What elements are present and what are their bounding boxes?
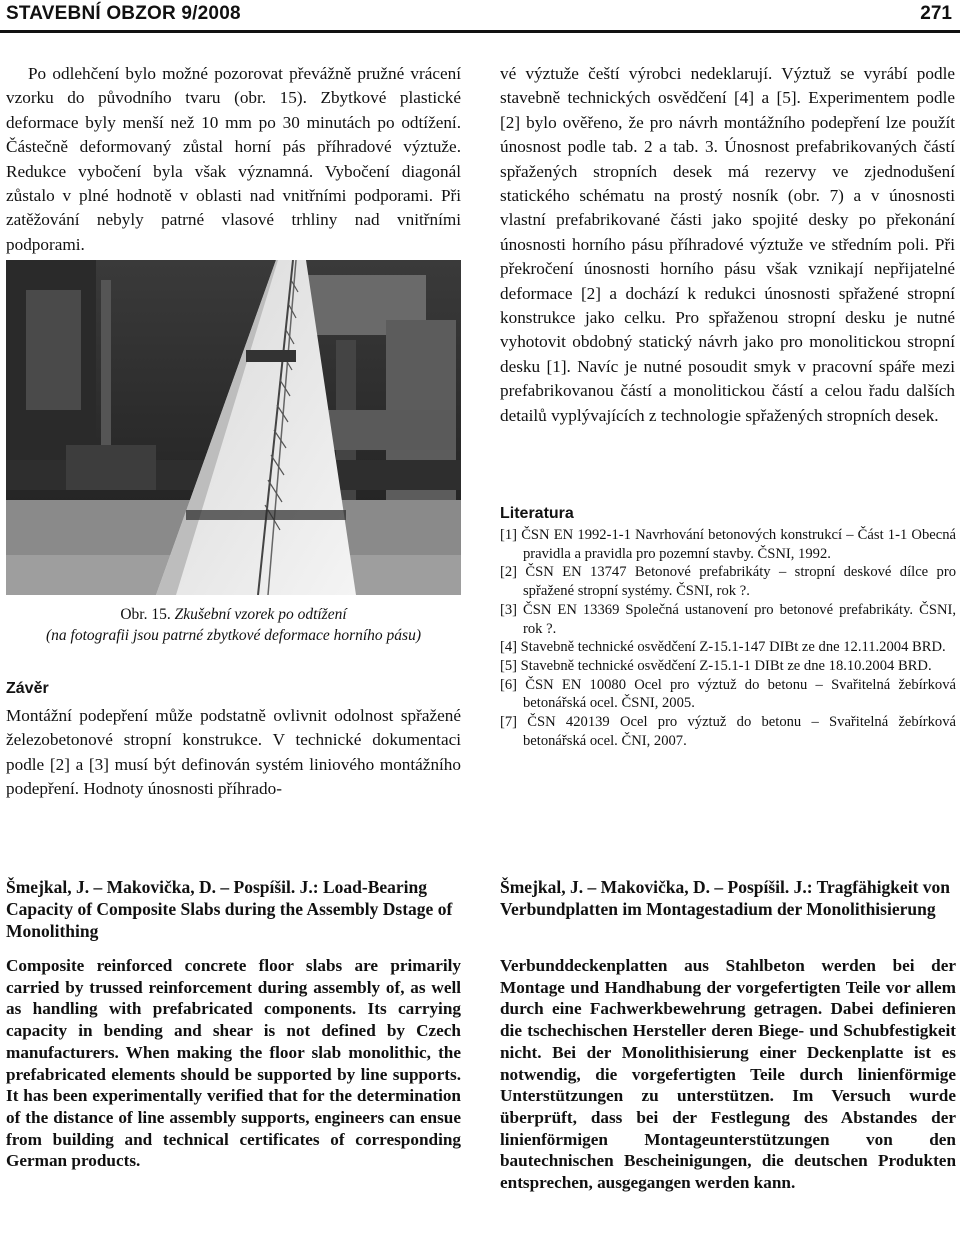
summary-de-body: Verbunddeckenplatten aus Stahlbeton werden bei der Montage und Handhabung der vorgefertigten Teile vor allem durch eine Fachwerkbewehrung getragen. Dabei definieren die tschechischen Hersteller deren Biege- und Schubfestigkeit nicht. Bei der Monolithisierung einer Deckenplatte ist es notwendig, die vorgefertigten Teile durch linienförmige Unterstützungen zu unterstützen. Im Versuch wurde überprüft, dass bei der Festlegung des Abstandes der linienförmigen Montageunterstützungen von den bautechnischen Bescheinigungen, die deutschen Produkten entsprechen, ausgegangen werden kann. [500, 956, 956, 1193]
caption-line-1 [6, 604, 461, 625]
caption-line-2: (na fotografii jsou patrné zbytkové deformace horního pásu) [46, 627, 421, 644]
specimen-photo [6, 260, 461, 595]
intro-paragraph: Po odlehčení bylo možné pozorovat převážně pružné vrácení vzorku do původního tvaru (obr. 15). Zbytkové plastické deformace byly menší než 10 mm po 30 minutách po odtížení. Částečně deformovaný zůstal horní pás příhradové výztuže. Redukce vybočení byla však významná. Vybočení diagonál zůstalo v plné hodnotě v oblasti nad vnitřními podporami. Při zatěžování nebyly patrné vlasové trhliny nad vnitřními podporami. [6, 64, 461, 254]
journal-title: STAVEBNÍ OBZOR 9/2008 [6, 3, 241, 24]
figure-caption [6, 604, 461, 646]
reference-list [500, 526, 956, 750]
reference-item: [1] ČSN EN 1992-1-1 Navrhování betonových konstrukcí – Část 1-1 Obecná pravidla a pravidla pro pozemní stavby. ČSNI, 1992. [500, 527, 956, 562]
specimen-photo-drawing [6, 260, 461, 595]
summary-en-body: Composite reinforced concrete floor slabs are primarily carried by trussed reinforcement during assembly of, as well as handling with prefabricated components. Its carrying capacity in bending and shear is not defined by Czech manufacturers. When making the floor slab monolithic, the prefabricated elements should be supported by line supports. It has been experimentally verified that for the determination of the distance of line assembly supports, engineers can ensue from building and technical certificates of corresponding German products. [6, 956, 461, 1171]
page-header [0, 0, 960, 33]
reference-item: [7] ČSN 420139 Ocel pro výztuž do betonu – Svařitelná žebírková betonářská ocel. ČNI, 2007. [500, 714, 956, 749]
reference-item: [6] ČSN EN 10080 Ocel pro výztuž do betonu – Svařitelná žebírková betonářská ocel. ČSNI, 2005. [500, 676, 956, 712]
conclusion-paragraph: Montážní podepření může podstatně ovlivnit odolnost spřažené železobetonové stropní konstrukce. V technické dokumentaci podle [2] a [3] musí být definován systém liniového montážního podepření. Hodnoty únosnosti příhrado- [6, 706, 461, 799]
discussion-paragraph: vé výztuže čeští výrobci nedeklarují. Výztuž se vyrábí podle stavebně technických osvědčení [4] a [5]. Experimentem podle [2] bylo ověřeno, že pro návrh montážního podepření lze použít únosnost podle tab. 2 a tab. 3. Únosnost prefabrikovaných částí spřažených stropních desek má rezervy ve zjednodušení statického schématu na prostý nosník (obr. 7) a v únosnosti vlastní prefabrikované části jako spojité desky po překonání únosnosti horního pásu příhradové výztuže ve středním poli. Při překročení únosnosti horního pásu však vznikají nepřijatelné deformace [2] a dochází k redukci únosnosti spřažené stropní konstrukce jako celku. Pro spřaženou stropní desku je nutné vyhotovit obdobný statický návrh jako pro monolitickou stropní desku [1]. Navíc je nutné posoudit smyk v pracovní spáře mezi prefabrikovanou částí a monolitickou částí a celou řadu dalších detailů vyplývajících z technologie spřažených stropních desek. [500, 64, 955, 425]
page-number: 271 [920, 3, 952, 24]
summary-en-title: Šmejkal, J. – Makovička, D. – Pospíšil. J.: Load-Bearing Capacity of Composite Slabs during the Assembly Dstage of Monolithing [6, 877, 453, 941]
reference-item: [5] Stavebně technické osvědčení Z-15.1-1 DIBt ze dne 18.10.2004 BRD. [500, 657, 932, 674]
figure-label: Obr. 15. [120, 606, 171, 623]
reference-item: [3] ČSN EN 13369 Společná ustanovení pro betonové prefabrikáty. ČSNI, rok ?. [500, 601, 956, 637]
summary-de-title: Šmejkal, J. – Makovička, D. – Pospíšil. J.: Tragfähigkeit von Verbundplatten im Montagestadium der Monolithisierung [500, 877, 951, 919]
caption-title: Zkušební vzorek po odtížení [174, 606, 347, 623]
reference-item: [2] ČSN EN 13747 Betonové prefabrikáty – stropní deskové dílce pro spřažené stropní systémy. ČSNI, rok ?. [500, 564, 956, 600]
literature-heading: Literatura [500, 505, 574, 522]
conclusion-heading: Závěr [6, 680, 49, 697]
reference-item: [4] Stavebně technické osvědčení Z-15.1-147 DIBt ze dne 12.11.2004 BRD. [500, 639, 946, 656]
